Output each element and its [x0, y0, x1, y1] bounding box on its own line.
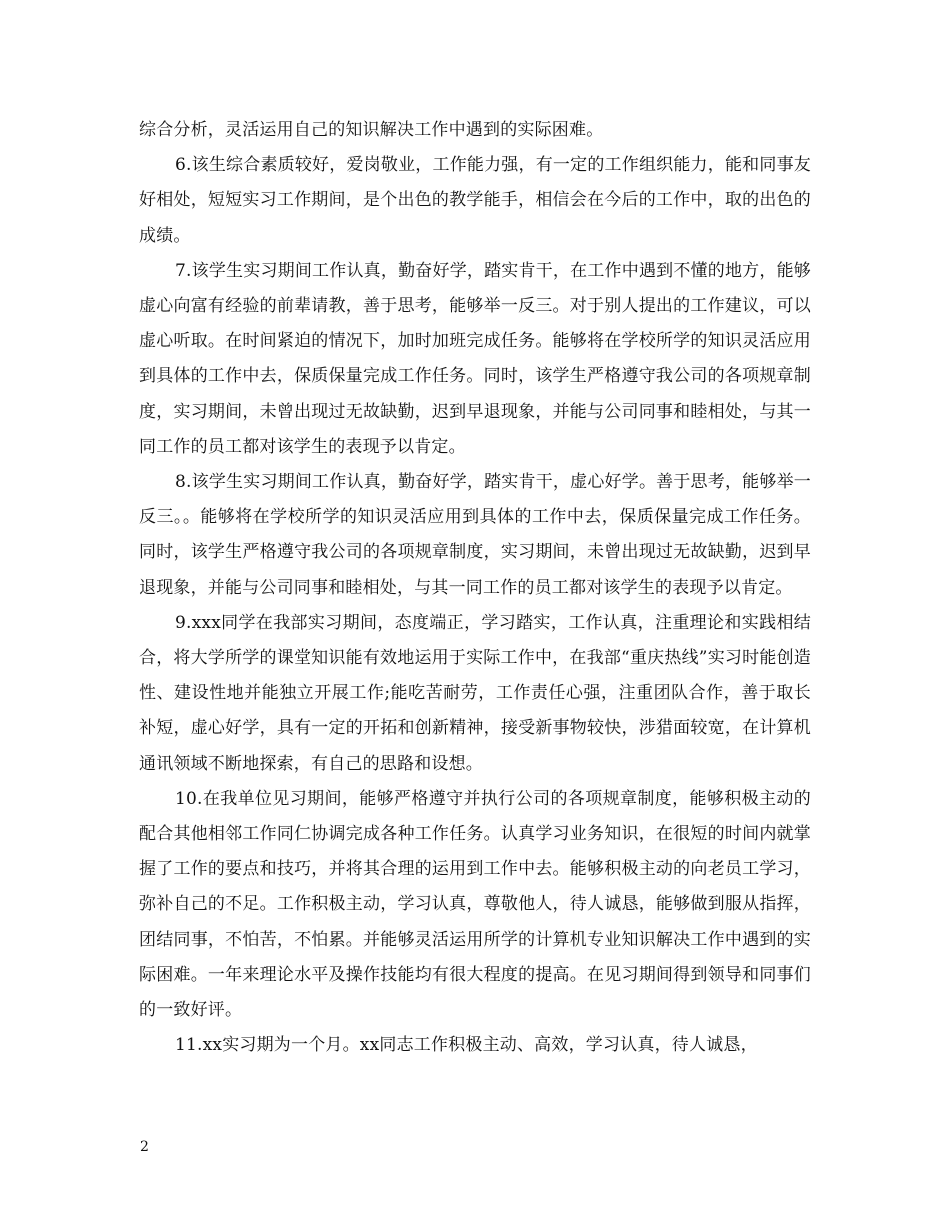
paragraph-item-8: 8.该学生实习期间工作认真，勤奋好学，踏实肯干，虚心好学。善于思考，能够举一反三。。能够将在学校所学的知识灵活应用到具体的工作中去，保质保量完成工作任务。同时，该学生严格遵守我公司的各项规章制度，实习期间，未曾出现过无故缺勤，迟到早退现象，并能与公司同事和睦相处，与其一同工作的员工都对该学生的表现予以肯定。 [139, 472, 811, 598]
paragraph-item-9: 9.xxx同学在我部实习期间，态度端正，学习踏实，工作认真，注重理论和实践相结合，将大学所学的课堂知识能有效地运用于实际工作中，在我部“重庆热线”实习时能创造性、建设性地并能独立开展工作;能吃苦耐劳，工作责任心强，注重团队合作，善于取长补短，虚心好学，具有一定的开拓和创新精神，接受新事物较快，涉猎面较宽，在计算机通讯领域不断地探索，有自己的思路和设想。 [139, 612, 811, 774]
page-number: 2 [140, 1139, 149, 1155]
paragraph-item-6: 6.该生综合素质较好，爱岗敬业，工作能力强，有一定的工作组织能力，能和同事友好相处，短短实习工作期间，是个出色的教学能手，相信会在今后的工作中，取的出色的成绩。 [139, 155, 811, 246]
paragraph-item-10: 10.在我单位见习期间，能够严格遵守并执行公司的各项规章制度，能够积极主动的配合其他相邻工作同仁协调完成各种工作任务。认真学习业务知识，在很短的时间内就掌握了工作的要点和技巧，并将其合理的运用到工作中去。能够积极主动的向老员工学习，弥补自己的不足。工作积极主动，学习认真，尊敬他人，待人诚恳，能够做到服从指挥，团结同事，不怕苦，不怕累。并能够灵活运用所学的计算机专业知识解决工作中遇到的实际困难。一年来理论水平及操作技能均有很大程度的提高。在见习期间得到领导和同事们的一致好评。 [139, 788, 811, 1021]
paragraph-item-11: 11.xx实习期为一个月。xx同志工作积极主动、高效，学习认真，待人诚恳， [175, 1035, 758, 1056]
document-body [139, 113, 811, 1063]
paragraph-item-7: 7.该学生实习期间工作认真，勤奋好学，踏实肯干，在工作中遇到不懂的地方，能够虚心向富有经验的前辈请教，善于思考，能够举一反三。对于别人提出的工作建议，可以虚心听取。在时间紧迫的情况下，加时加班完成任务。能够将在学校所学的知识灵活应用到具体的工作中去，保质保量完成工作任务。同时，该学生严格遵守我公司的各项规章制度，实习期间，未曾出现过无故缺勤，迟到早退现象，并能与公司同事和睦相处，与其一同工作的员工都对该学生的表现予以肯定。 [139, 260, 811, 457]
paragraph-continuation: 综合分析，灵活运用自己的知识解决工作中遇到的实际困难。 [139, 120, 604, 140]
